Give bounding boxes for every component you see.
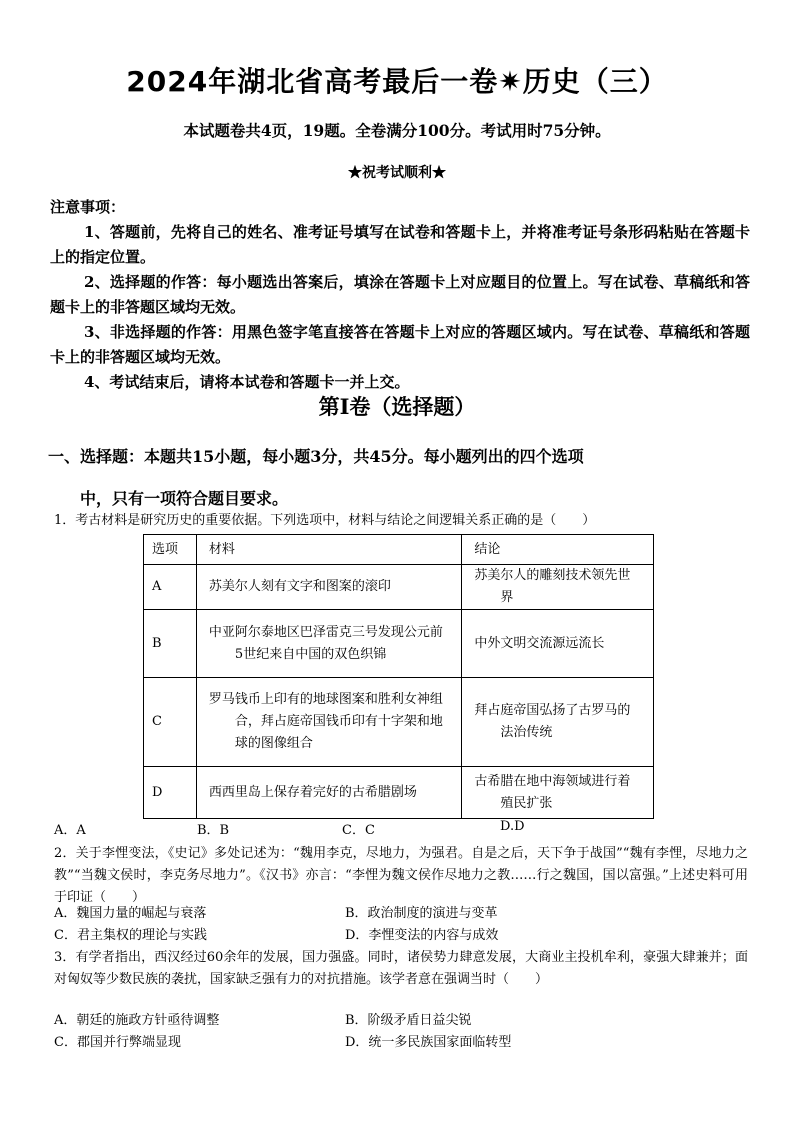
table-cell-option: B xyxy=(144,610,197,678)
table-cell-conclusion: 苏美尔人的雕刻技术领先世界 xyxy=(462,565,654,610)
table-cell-option: D xyxy=(144,767,197,819)
choice-c[interactable]: C．郡国并行弊端显现 xyxy=(54,1035,181,1050)
table-cell-material: 罗马钱币上印有的地球图案和胜利女神组合，拜占庭帝国钱币印有十字架和地球的图像组合 xyxy=(196,678,461,767)
table-cell-conclusion: 拜占庭帝国弘扬了古罗马的法治传统 xyxy=(462,678,654,767)
section-line-1: 一、选择题：本题共15小题，每小题3分，共45分。每小题列出的四个选项 xyxy=(48,447,584,466)
table-header-row xyxy=(144,535,654,565)
question-2-text: 2．关于李悝变法，《史记》多处记述为：“魏用李克，尽地力，为强君。自是之后，天下争于战国”“魏有李悝，尽地力之教”“当魏文侯时，李克务尽地力”。《汉书》亦言：“李悝为魏文侯作尽地力之教……行之魏国，国以富强。”上述史料可用于印证（ ） xyxy=(54,846,748,905)
choice-b[interactable]: B．B xyxy=(197,823,230,838)
table-row xyxy=(144,565,654,610)
notice-item-1: 1、答题前，先将自己的姓名、准考证号填写在试卷和答题卡上，并将准考证号条形码粘贴在答题卡上的指定位置。 xyxy=(50,223,750,266)
table-header-conclusion: 结论 xyxy=(462,535,654,565)
exam-subtitle: 本试题卷共4页，19题。全卷满分100分。考试用时75分钟。 xyxy=(183,121,611,140)
table-cell-option: C xyxy=(144,678,197,767)
choice-b[interactable]: B．阶级矛盾日益尖锐 xyxy=(345,1013,472,1028)
notice-heading: 注意事项： xyxy=(50,198,126,216)
question-3-stem xyxy=(54,947,748,991)
table-cell-conclusion: 古希腊在地中海领域进行着殖民扩张 xyxy=(462,767,654,819)
question-3-text: 3．有学者指出，西汉经过60余年的发展，国力强盛。同时，诸侯势力肆意发展，大商业主投机牟利，豪强大肆兼并；面对匈奴等少数民族的袭扰，国家缺乏强有力的对抗措施。该学者意在强调当时（ ） xyxy=(54,950,748,987)
question-1-choices xyxy=(54,819,754,839)
table-cell-material: 西西里岛上保存着完好的古希腊剧场 xyxy=(196,767,461,819)
exam-wish: ★祝考试顺利★ xyxy=(348,165,446,181)
question-2-stem xyxy=(54,843,748,909)
question-1-stem: 1．考古材料是研究历史的重要依据。下列选项中，材料与结论之间逻辑关系正确的是（ ） xyxy=(54,513,596,528)
table-row xyxy=(144,678,654,767)
question-1-table xyxy=(143,534,654,819)
table-cell-conclusion: 中外文明交流源远流长 xyxy=(462,610,654,678)
section-line-2: 中，只有一项符合题目要求。 xyxy=(80,489,289,508)
notice-block xyxy=(50,195,750,395)
choice-a[interactable]: A．魏国力量的崛起与衰落 xyxy=(54,906,207,921)
table-cell-material: 苏美尔人刻有文字和图案的滚印 xyxy=(196,565,461,610)
table-cell-material: 中亚阿尔泰地区巴泽雷克三号发现公元前5世纪来自中国的双色织锦 xyxy=(196,610,461,678)
choice-c[interactable]: C．君主集权的理论与实践 xyxy=(54,928,207,943)
table-header-material: 材料 xyxy=(196,535,461,565)
table-cell-option: A xyxy=(144,565,197,610)
table-header-option: 选项 xyxy=(144,535,197,565)
choice-a[interactable]: A．朝廷的施政方针亟待调整 xyxy=(54,1013,220,1028)
choice-a[interactable]: A．A xyxy=(54,823,86,838)
choice-b[interactable]: B．政治制度的演进与变革 xyxy=(345,906,498,921)
exam-title: 2024年湖北省高考最后一卷✷历史（三） xyxy=(126,65,668,98)
notice-item-2: 2、选择题的作答：每小题选出答案后，填涂在答题卡上对应题目的位置上。写在试卷、草稿纸和答题卡上的非答题区域均无效。 xyxy=(50,273,750,316)
section-instructions xyxy=(48,436,748,520)
choice-d[interactable]: D．统一多民族国家面临转型 xyxy=(345,1035,512,1050)
choice-d[interactable]: D.D xyxy=(500,819,525,834)
notice-item-3: 3、非选择题的作答：用黑色签字笔直接答在答题卡上对应的答题区域内。写在试卷、草稿纸和答题卡上的非答题区域均无效。 xyxy=(50,323,750,366)
part-title: 第Ⅰ卷（选择题） xyxy=(318,394,476,419)
notice-item-4: 4、考试结束后，请将本试卷和答题卡一并上交。 xyxy=(84,373,410,391)
choice-d[interactable]: D．李悝变法的内容与成效 xyxy=(345,928,499,943)
choice-c[interactable]: C．C xyxy=(342,823,375,838)
table-row xyxy=(144,767,654,819)
table-row xyxy=(144,610,654,678)
